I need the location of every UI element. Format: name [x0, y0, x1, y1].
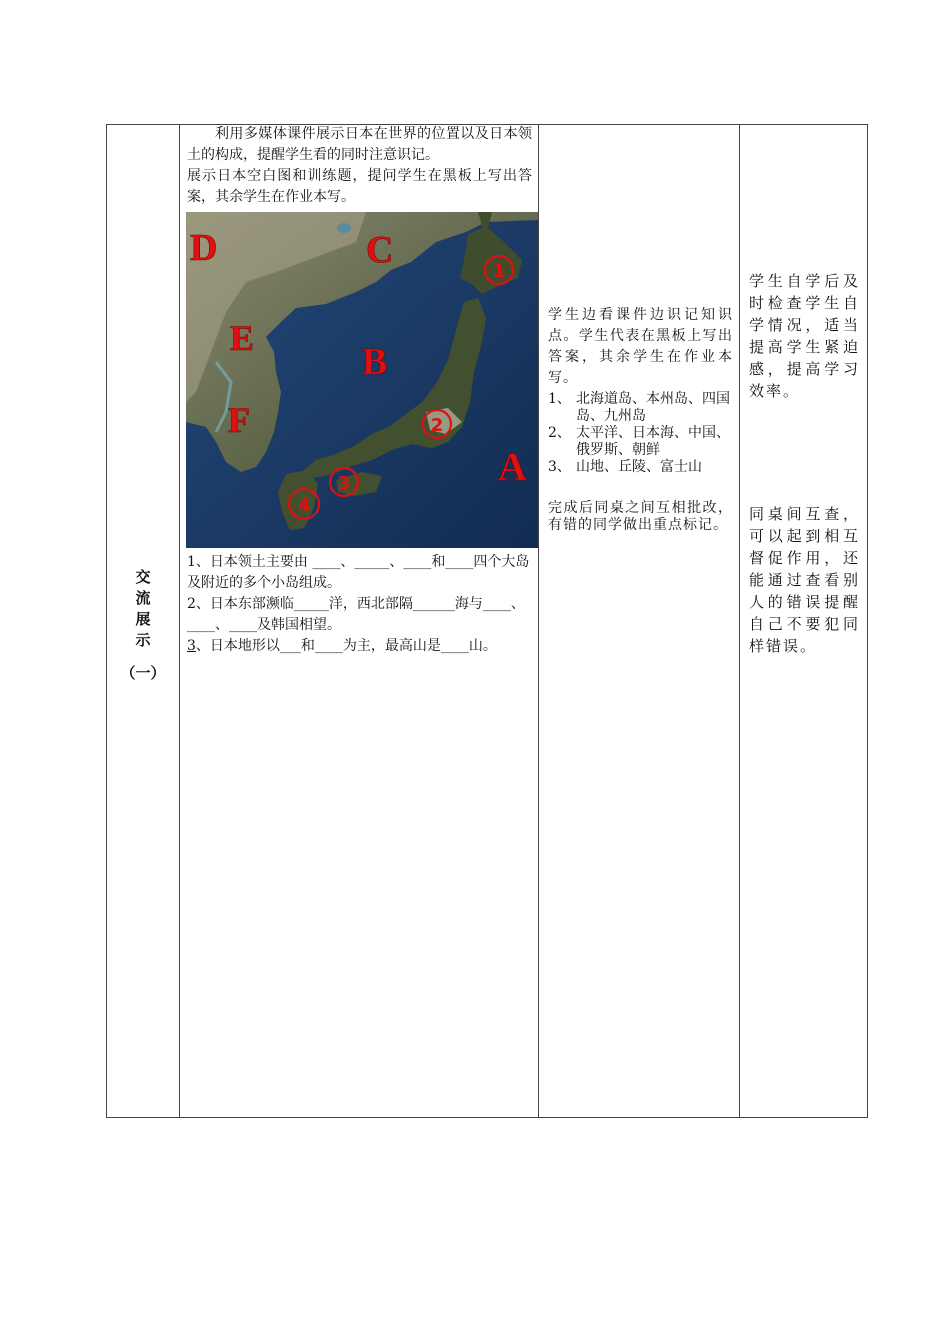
map-number-label: 3: [337, 473, 351, 494]
answer-text: 北海道岛、本州岛、四国岛、九州岛: [576, 391, 730, 424]
map-number-label: 1: [492, 261, 506, 282]
map-letter-label: E: [230, 318, 255, 358]
answer-text: 山地、丘陵、富士山: [576, 459, 702, 475]
map-letter-label: F: [228, 400, 250, 440]
teacher-paragraph-1: 利用多媒体课件展示日本在世界的位置以及日本领土的构成，提醒学生看的同时注意识记。: [187, 126, 532, 163]
section-label-char: 交: [135, 568, 151, 586]
design-intent-1: 学生自学后及时检查学生自学情况，适当提高学生紧迫感，提高学习效率。: [749, 272, 860, 400]
teacher-paragraph-2: 展示日本空白图和训练题，提问学生在黑板上写出答案，其余学生在作业本写。: [187, 168, 532, 205]
section-label: [107, 567, 179, 684]
answer-number: 3、: [548, 459, 571, 475]
answer-list: [548, 391, 733, 476]
map-number-label: 2: [430, 415, 444, 436]
question-3: [187, 636, 532, 657]
question-text: 、日本地形以___和____为主，最高山是____山。: [195, 638, 497, 654]
lesson-table: [106, 124, 868, 1118]
student-followup: 完成后同桌之间互相批改，有错的同学做出重点标记。: [548, 500, 733, 533]
question-number: 1: [187, 554, 196, 570]
student-activity-cell: [538, 125, 739, 1117]
answer-number: 1、: [548, 391, 571, 407]
question-text: 、日本领土主要由 ____、_____、____和____四个大岛及附近的多个小岛组成。: [187, 554, 530, 591]
question-number: 2: [187, 596, 196, 612]
answer-item: [548, 391, 733, 425]
section-label-char: 展: [135, 610, 151, 628]
map-number-label: 4: [297, 495, 311, 516]
question-1: [187, 552, 532, 594]
answer-item: [548, 425, 733, 459]
section-label-char: 流: [135, 589, 151, 607]
map-letter-label: C: [366, 229, 394, 271]
section-label-cell: [107, 125, 179, 1117]
teacher-activity-cell: [179, 125, 538, 1117]
map-letter-label: B: [362, 341, 388, 383]
map-letter-label: D: [190, 227, 218, 269]
practice-questions: [187, 552, 532, 657]
question-2: [187, 594, 532, 636]
section-label-char: 示: [135, 631, 151, 649]
answer-number: 2、: [548, 425, 571, 441]
japan-map-image: [186, 212, 538, 548]
design-intent-2: 同桌间互查，可以起到相互督促作用，还能通过查看别人的错误提醒自己不要犯同样错误。: [749, 505, 860, 655]
answer-item: [548, 459, 733, 476]
map-letter-label: A: [498, 444, 527, 489]
question-number: 3: [187, 638, 196, 654]
section-number: （一）: [120, 664, 166, 682]
answer-text: 太平洋、日本海、中国、俄罗斯、朝鲜: [576, 425, 730, 458]
student-intro: 学生边看课件边识记知识点。学生代表在黑板上写出答案，其余学生在作业本写。: [548, 307, 733, 386]
design-intent-cell: [739, 125, 868, 1117]
question-text: 、日本东部濒临_____洋，西北部隔______海与____、____、____及韩国相望。: [187, 596, 525, 633]
